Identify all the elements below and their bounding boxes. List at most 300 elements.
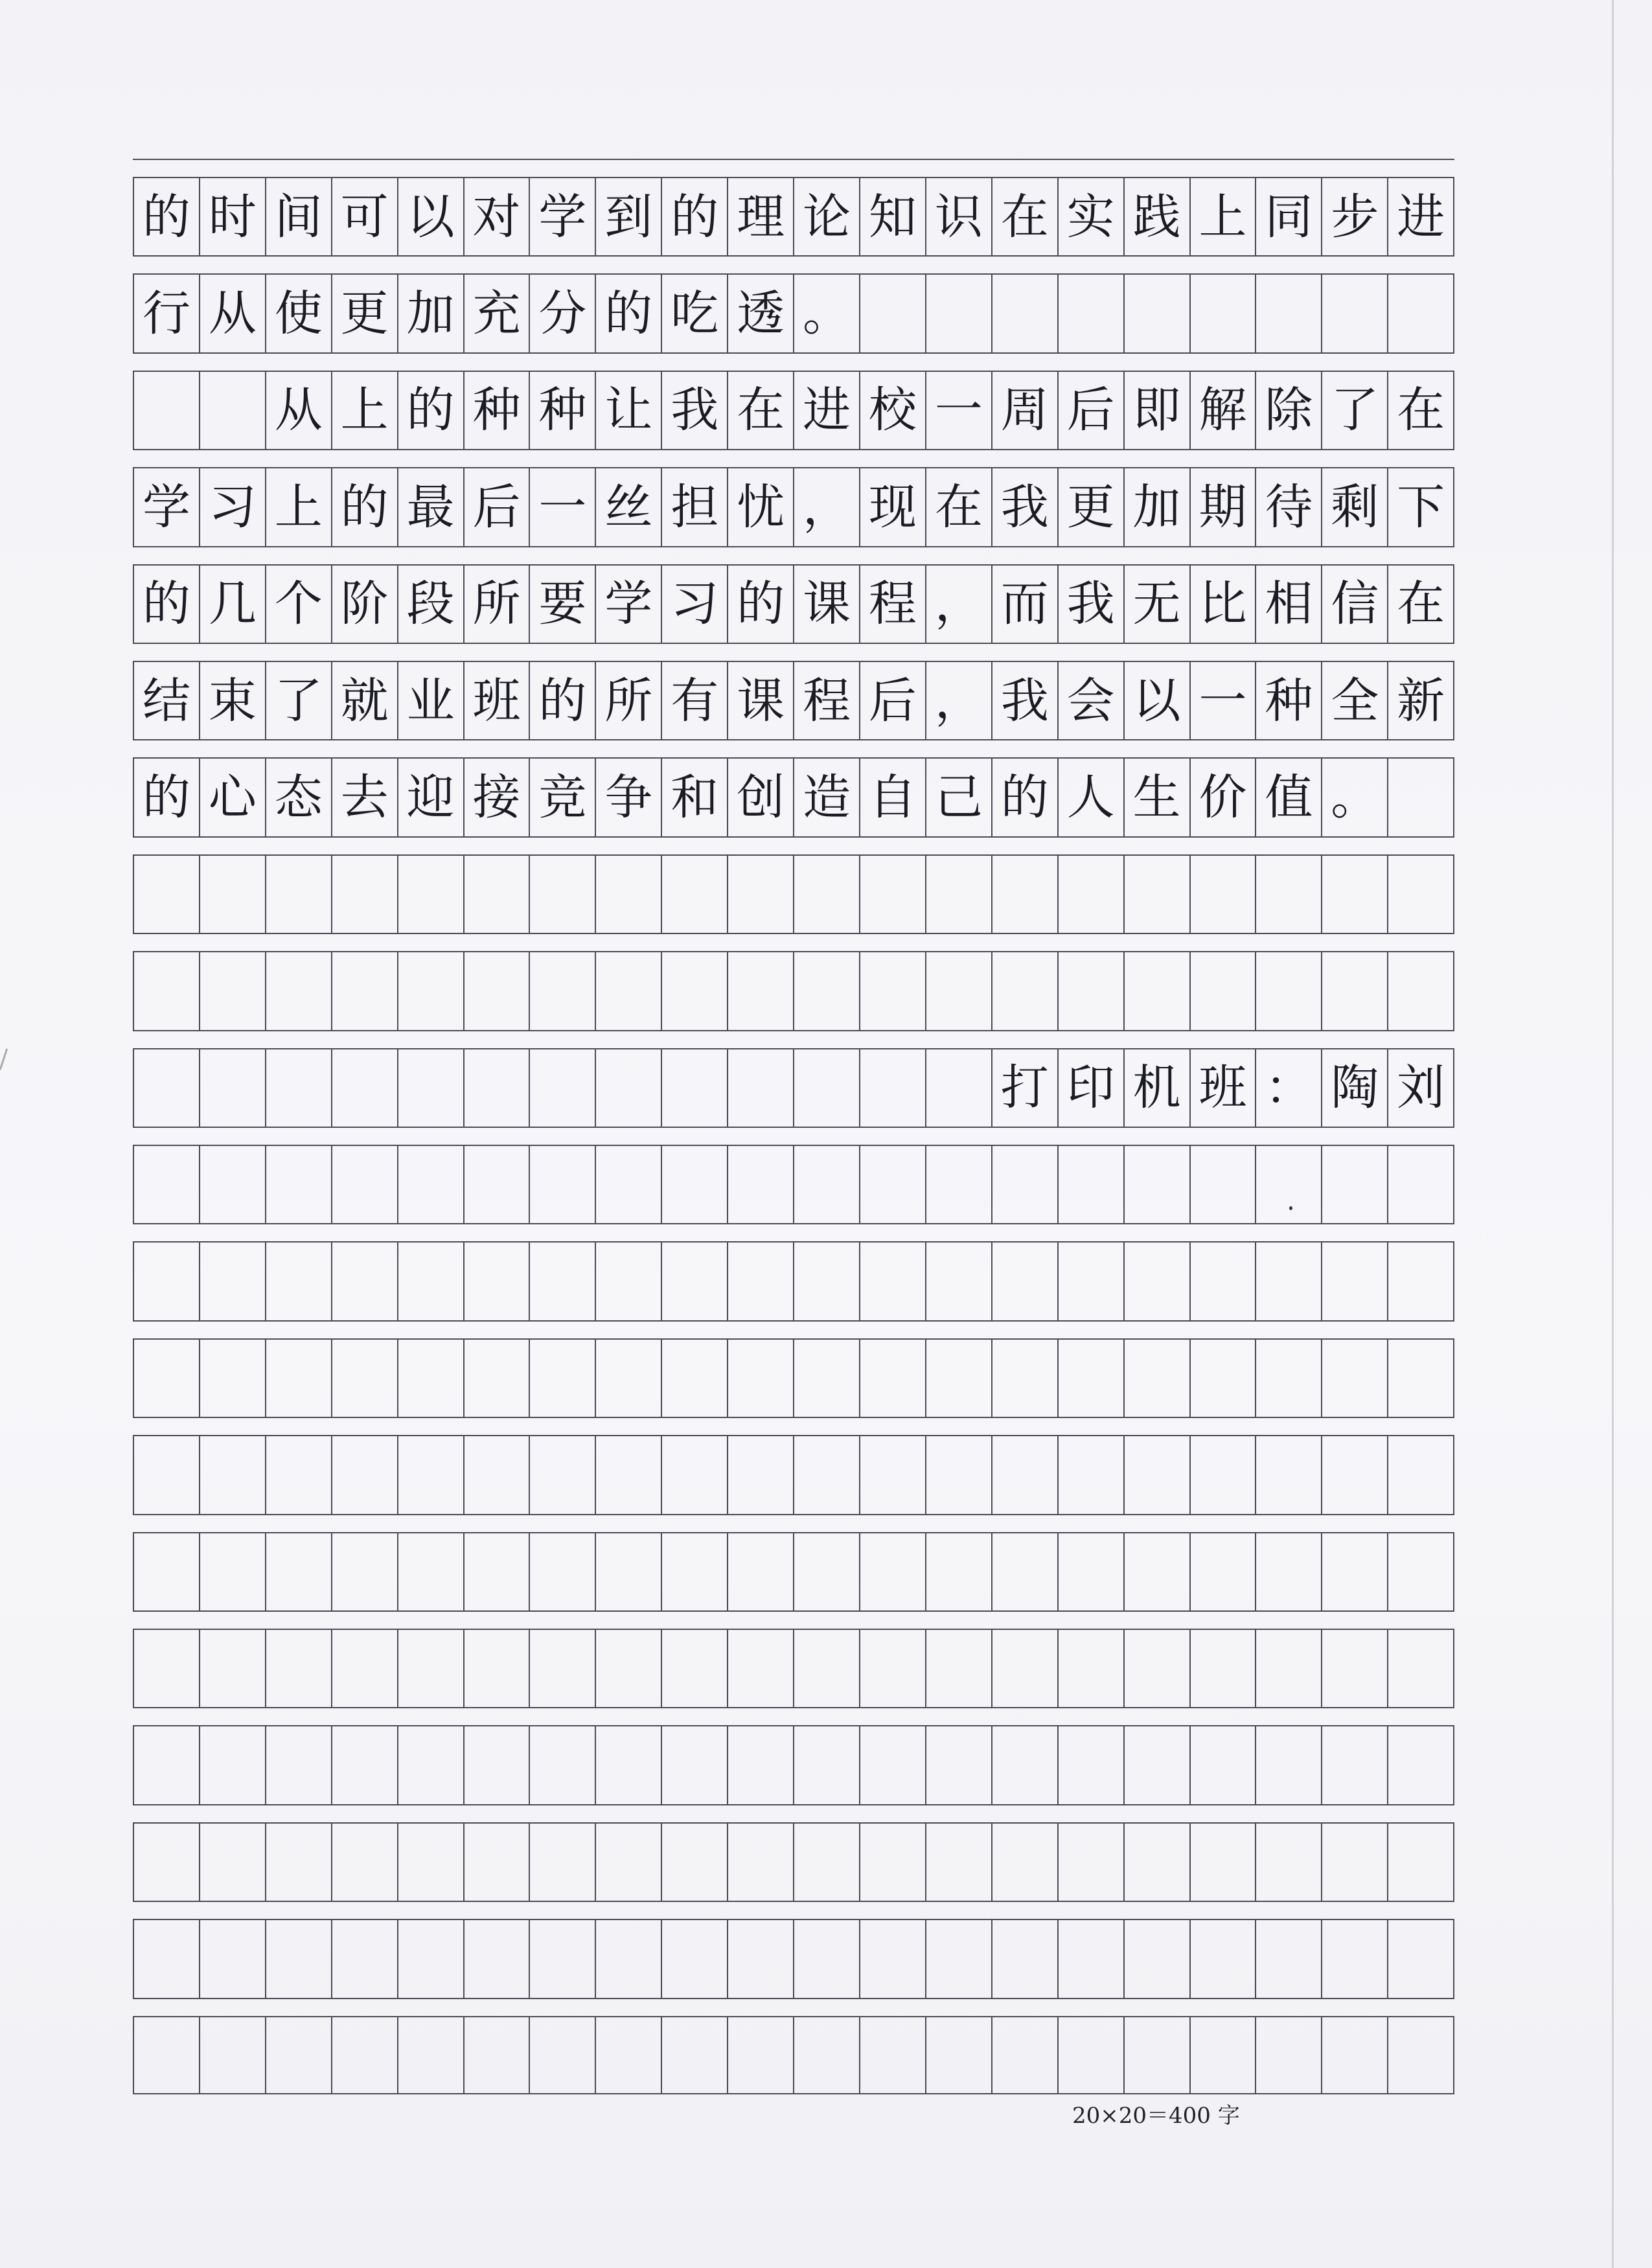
grid-cell (859, 1726, 925, 1804)
grid-cells (133, 1630, 1454, 1707)
grid-cell (595, 952, 661, 1029)
grid-row (133, 1707, 1454, 1804)
grid-cell: 几 (199, 566, 265, 643)
grid-cell (991, 2017, 1057, 2094)
grid-cell: 吃 (661, 275, 727, 352)
grid-cell (661, 2017, 727, 2094)
grid-cell: 使 (265, 275, 331, 352)
grid-cell (859, 1146, 925, 1223)
grid-cell (595, 2017, 661, 2094)
grid-cell (1057, 275, 1123, 352)
grid-cell (1387, 1630, 1454, 1707)
grid-cell (133, 1920, 199, 1997)
grid-cell: 一 (925, 372, 991, 449)
grid-cell (1189, 275, 1256, 352)
row-spacer-band (133, 546, 1454, 566)
grid-cell (793, 1049, 859, 1127)
grid-cell: 忧 (727, 468, 793, 545)
grid-cell (1321, 1824, 1387, 1901)
grid-cell (1123, 1920, 1189, 1997)
grid-cell (529, 1049, 595, 1127)
grid-cell: 更 (331, 275, 397, 352)
grid-cell: 了 (265, 662, 331, 739)
grid-cell (859, 952, 925, 1029)
grid-cell (397, 1630, 463, 1707)
grid-cell (595, 1824, 661, 1901)
grid-cell (925, 2017, 991, 2094)
grid-cell: 新 (1387, 662, 1454, 739)
grid-cell (463, 1146, 529, 1223)
grid-cell (661, 1533, 727, 1610)
grid-cell: 印 (1057, 1049, 1123, 1127)
grid-cells (133, 759, 1454, 836)
grid-cell (1189, 952, 1256, 1029)
grid-cell: 的 (661, 178, 727, 255)
grid-cell: 丝 (595, 468, 661, 545)
grid-cell (727, 1533, 793, 1610)
grid-cell: 我 (661, 372, 727, 449)
grid-cell (1255, 1824, 1321, 1901)
grid-cell: 以 (1123, 662, 1189, 739)
grid-cell (1321, 2017, 1387, 2094)
grid-cell (1255, 275, 1321, 352)
grid-cell (133, 1243, 199, 1320)
grid-cell: 人 (1057, 759, 1123, 836)
grid-cell (1057, 1533, 1123, 1610)
grid-cell: 透 (727, 275, 793, 352)
grid-cell: 行 (133, 275, 199, 352)
grid-cell: 让 (595, 372, 661, 449)
grid-cell (265, 952, 331, 1029)
row-spacer-band (133, 1514, 1454, 1533)
grid-row (133, 352, 1454, 449)
grid-cell: 在 (991, 178, 1057, 255)
row-spacer-band (133, 836, 1454, 856)
grid-cell: 下 (1387, 468, 1454, 545)
grid-cell (1321, 275, 1387, 352)
grid-cell (1057, 1146, 1123, 1223)
grid-cell (1123, 1243, 1189, 1320)
grid-row (133, 1514, 1454, 1610)
scan-mark (0, 1048, 8, 1070)
grid-cell (463, 1630, 529, 1707)
grid-cell: 心 (199, 759, 265, 836)
grid-cell (1123, 1824, 1189, 1901)
grid-cell (1321, 1726, 1387, 1804)
grid-cell (331, 1824, 397, 1901)
grid-cell: 校 (859, 372, 925, 449)
grid-cell (529, 952, 595, 1029)
grid-cells (133, 1243, 1454, 1320)
grid-cell: 进 (793, 372, 859, 449)
grid-cell (1387, 1436, 1454, 1513)
grid-cell (727, 1630, 793, 1707)
grid-cell (199, 2017, 265, 2094)
grid-cell: 程 (793, 662, 859, 739)
grid-cell (1321, 1630, 1387, 1707)
grid-cell: 践 (1123, 178, 1189, 255)
row-spacer-band (133, 1320, 1454, 1340)
grid-cell (1189, 1340, 1256, 1417)
grid-cell (661, 1726, 727, 1804)
grid-cell (1255, 2017, 1321, 2094)
grid-cells (133, 1824, 1454, 1901)
grid-cell (1123, 952, 1189, 1029)
grid-cell (1255, 856, 1321, 933)
grid-cell (595, 1533, 661, 1610)
grid-cell (529, 1726, 595, 1804)
grid-cell (859, 1824, 925, 1901)
grid-cell (925, 1146, 991, 1223)
grid-cell (661, 952, 727, 1029)
grid-cell (1321, 1146, 1387, 1223)
grid-cell (1387, 1533, 1454, 1610)
grid-cell: 期 (1189, 468, 1256, 545)
grid-cell (793, 1824, 859, 1901)
row-spacer-band (133, 1901, 1454, 1920)
grid-cell: 去 (331, 759, 397, 836)
grid-cells (133, 1436, 1454, 1513)
grid-cell: ， (925, 566, 991, 643)
grid-cell (463, 1340, 529, 1417)
grid-cell: 值 (1255, 759, 1321, 836)
grid-cell: 担 (661, 468, 727, 545)
grid-cell (133, 1049, 199, 1127)
grid-cell (199, 1630, 265, 1707)
grid-cell (727, 2017, 793, 2094)
grid-cell: 一 (1189, 662, 1256, 739)
grid-cell: 阶 (331, 566, 397, 643)
grid-row (133, 1998, 1454, 2094)
grid-cell: 我 (1057, 566, 1123, 643)
grid-cells (133, 566, 1454, 643)
grid-cell (199, 1340, 265, 1417)
grid-cell (661, 1243, 727, 1320)
grid-cell (595, 1146, 661, 1223)
grid-cell (133, 1436, 199, 1513)
grid-cell (793, 1533, 859, 1610)
grid-cell (991, 1533, 1057, 1610)
grid-cells (133, 1340, 1454, 1417)
grid-cell (1189, 1630, 1256, 1707)
grid-cell: 相 (1255, 566, 1321, 643)
grid-cell (397, 1920, 463, 1997)
grid-cell (991, 1920, 1057, 1997)
grid-row (133, 1127, 1454, 1223)
grid-cell (727, 1920, 793, 1997)
grid-cells (133, 1146, 1454, 1223)
grid-cell: 机 (1123, 1049, 1189, 1127)
grid-cell (529, 1630, 595, 1707)
grid-cell: 要 (529, 566, 595, 643)
grid-cell (133, 2017, 199, 2094)
grid-row (133, 546, 1454, 643)
grid-cell (1123, 1340, 1189, 1417)
grid-cell (529, 1920, 595, 1997)
grid-cell (1321, 1436, 1387, 1513)
grid-cell (529, 1533, 595, 1610)
grid-cell (859, 1630, 925, 1707)
grid-cell (1255, 1146, 1321, 1223)
grid-cell (331, 1340, 397, 1417)
grid-cell (925, 1726, 991, 1804)
grid-cell: 比 (1189, 566, 1256, 643)
grid-cell: 价 (1189, 759, 1256, 836)
grid-cell (991, 1146, 1057, 1223)
grid-cell (1255, 1726, 1321, 1804)
grid-cell (991, 1630, 1057, 1707)
grid-cell: 全 (1321, 662, 1387, 739)
grid-cell: 除 (1255, 372, 1321, 449)
row-spacer-band (133, 1998, 1454, 2017)
grid-cell (133, 1146, 199, 1223)
row-spacer-band (133, 643, 1454, 662)
grid-cell (1387, 856, 1454, 933)
grid-cell (265, 1824, 331, 1901)
grid-cell (1057, 1243, 1123, 1320)
grid-cell (397, 1146, 463, 1223)
grid-cell: 的 (331, 468, 397, 545)
grid-cell: 创 (727, 759, 793, 836)
grid-row (133, 1610, 1454, 1707)
grid-cell: ， (793, 468, 859, 545)
grid-cell (1057, 952, 1123, 1029)
grid-cell (265, 1340, 331, 1417)
row-spacer-band (133, 1127, 1454, 1146)
grid-cell (397, 2017, 463, 2094)
grid-cell: 的 (529, 662, 595, 739)
grid-cell (1321, 1920, 1387, 1997)
grid-cell (1189, 1824, 1256, 1901)
grid-cell (727, 1726, 793, 1804)
grid-cell (925, 275, 991, 352)
grid-cell (661, 1630, 727, 1707)
grid-cell: 同 (1255, 178, 1321, 255)
grid-cell: 造 (793, 759, 859, 836)
grid-cell: 的 (991, 759, 1057, 836)
grid-cell (133, 372, 199, 449)
grid-cell (1387, 1340, 1454, 1417)
grid-cell (331, 1243, 397, 1320)
grid-cell (1057, 1630, 1123, 1707)
grid-cell: 班 (463, 662, 529, 739)
row-spacer-band (133, 1804, 1454, 1824)
grid-cell (1123, 856, 1189, 933)
grid-cell (661, 1920, 727, 1997)
grid-cell (1255, 952, 1321, 1029)
grid-cell (991, 1824, 1057, 1901)
grid-bottom-border (133, 2093, 1454, 2094)
grid-cell (1255, 1340, 1321, 1417)
grid-cell (1189, 1533, 1256, 1610)
grid-cell (463, 1243, 529, 1320)
grid-cell (1189, 1243, 1256, 1320)
grid-cell (133, 1824, 199, 1901)
grid-cell (397, 1340, 463, 1417)
grid-cell (1189, 1920, 1256, 1997)
row-spacer-band (133, 1417, 1454, 1436)
grid-cell (595, 1243, 661, 1320)
grid-cell (925, 856, 991, 933)
grid-cell (1123, 1436, 1189, 1513)
grid-cell (727, 1049, 793, 1127)
grid-row (133, 739, 1454, 836)
grid-cell: 无 (1123, 566, 1189, 643)
grid-cell (793, 1920, 859, 1997)
grid-cell (397, 856, 463, 933)
grid-cell: 的 (133, 178, 199, 255)
grid-cell (265, 1726, 331, 1804)
grid-cell (991, 1436, 1057, 1513)
grid-cell: 打 (991, 1049, 1057, 1127)
grid-cell (727, 1824, 793, 1901)
grid-cell (661, 1146, 727, 1223)
grid-cell: 时 (199, 178, 265, 255)
row-spacer-band (133, 1707, 1454, 1726)
grid-cell (991, 952, 1057, 1029)
grid-cell: 的 (133, 566, 199, 643)
row-spacer-band (133, 159, 1454, 178)
grid-cell (991, 1726, 1057, 1804)
grid-cell (1387, 952, 1454, 1029)
grid-cell: 种 (463, 372, 529, 449)
grid-cell (199, 1726, 265, 1804)
grid-cell (793, 1243, 859, 1320)
grid-cell (661, 1340, 727, 1417)
row-spacer-band (133, 1223, 1454, 1243)
grid-cell (1189, 2017, 1256, 2094)
grid-cell: 更 (1057, 468, 1123, 545)
grid-cell (595, 1436, 661, 1513)
grid-cell (727, 1146, 793, 1223)
grid-cell (1387, 2017, 1454, 2094)
grid-cell (463, 856, 529, 933)
grid-row (133, 1223, 1454, 1320)
grid-cell (1057, 1824, 1123, 1901)
grid-cell: 上 (331, 372, 397, 449)
grid-cell (1321, 1533, 1387, 1610)
grid-cell (199, 1243, 265, 1320)
grid-cell: 习 (199, 468, 265, 545)
grid-cells (133, 178, 1454, 255)
grid-cell (265, 2017, 331, 2094)
grid-cell: 有 (661, 662, 727, 739)
grid-cell: 后 (1057, 372, 1123, 449)
grid-cell (529, 1436, 595, 1513)
grid-cell (529, 1243, 595, 1320)
grid-cell (331, 1436, 397, 1513)
grid-cells (133, 952, 1454, 1029)
grid-cell (463, 1824, 529, 1901)
grid-cell (661, 1824, 727, 1901)
grid-cell (331, 1049, 397, 1127)
grid-cell (1321, 952, 1387, 1029)
grid-cell: 学 (529, 178, 595, 255)
grid-cell: 间 (265, 178, 331, 255)
grid-cell: 上 (1189, 178, 1256, 255)
grid-cell (727, 1243, 793, 1320)
grid-cell: 种 (1255, 662, 1321, 739)
grid-cell: 班 (1189, 1049, 1256, 1127)
grid-cell (661, 856, 727, 933)
grid-cell (661, 1436, 727, 1513)
grid-cell: 态 (265, 759, 331, 836)
grid-cell (1255, 1533, 1321, 1610)
grid-cell (925, 1049, 991, 1127)
grid-cell (1123, 1533, 1189, 1610)
grid-cell (331, 1726, 397, 1804)
grid-row (133, 255, 1454, 352)
grid-cell (991, 275, 1057, 352)
grid-cell (397, 1726, 463, 1804)
grid-cell: 以 (397, 178, 463, 255)
grid-cell: 习 (661, 566, 727, 643)
grid-cell (1123, 1630, 1189, 1707)
grid-cell (133, 1630, 199, 1707)
grid-cell (925, 1533, 991, 1610)
grid-cell (1057, 2017, 1123, 2094)
grid-row (133, 933, 1454, 1029)
grid-cell: 。 (793, 275, 859, 352)
grid-cells (133, 372, 1454, 449)
grid-cell: 个 (265, 566, 331, 643)
grid-cell (265, 1533, 331, 1610)
grid-row (133, 1030, 1454, 1127)
grid-cell: 在 (1387, 566, 1454, 643)
grid-cell: 陶 (1321, 1049, 1387, 1127)
grid-cell (397, 1533, 463, 1610)
grid-cell (265, 1146, 331, 1223)
grid-cell: 的 (727, 566, 793, 643)
grid-cell: 对 (463, 178, 529, 255)
grid-cell (595, 1920, 661, 1997)
grid-cell (331, 2017, 397, 2094)
grid-cell (925, 1243, 991, 1320)
grid-cell (331, 1920, 397, 1997)
grid-cell (925, 1340, 991, 1417)
grid-cells (133, 1726, 1454, 1804)
grid-cell (1189, 1436, 1256, 1513)
grid-cell: 充 (463, 275, 529, 352)
grid-row (133, 1417, 1454, 1513)
grid-cell: 可 (331, 178, 397, 255)
grid-cell (793, 1340, 859, 1417)
grid-cell: ， (925, 662, 991, 739)
grid-cell (859, 2017, 925, 2094)
grid-cell: 自 (859, 759, 925, 836)
grid-cell (595, 1630, 661, 1707)
grid-cell: 即 (1123, 372, 1189, 449)
grid-cell: 在 (727, 372, 793, 449)
grid-cell: 进 (1387, 178, 1454, 255)
grid-cells (133, 1533, 1454, 1610)
grid-cell (199, 1436, 265, 1513)
grid-cell: 迎 (397, 759, 463, 836)
grid-cell (1057, 1340, 1123, 1417)
grid-cell (859, 856, 925, 933)
grid-cell (793, 1436, 859, 1513)
grid-cell (265, 1630, 331, 1707)
grid-cell (1255, 1436, 1321, 1513)
grid-cell: 最 (397, 468, 463, 545)
grid-cell (727, 1436, 793, 1513)
grid-cell (595, 856, 661, 933)
grid-cell (1123, 275, 1189, 352)
grid-cell (331, 1630, 397, 1707)
grid-cell (1123, 1726, 1189, 1804)
grid-cells (133, 468, 1454, 545)
grid-cell (793, 952, 859, 1029)
